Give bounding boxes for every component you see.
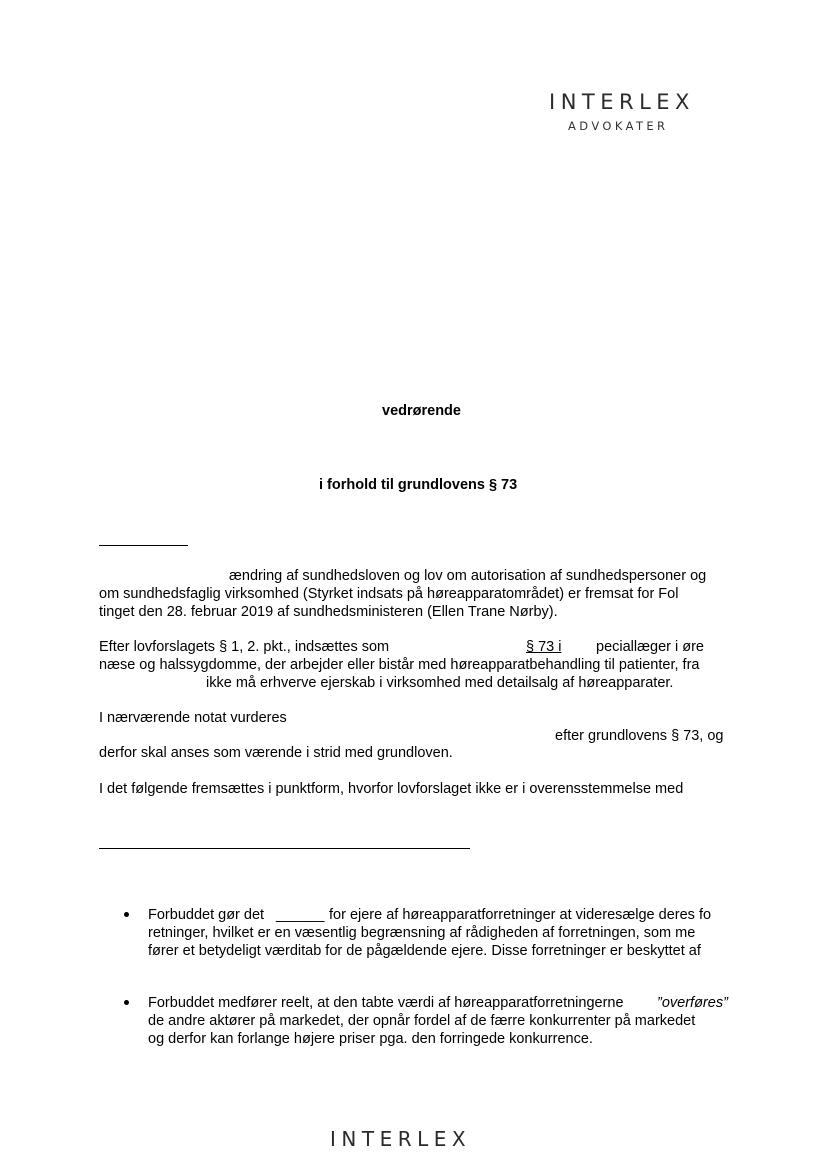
advokater-logo-subtitle: ADVOKATER <box>568 119 669 133</box>
intro-p2-line3: ikke må erhverve ejerskab i virksomhed med detailsalg af høreapparater. <box>206 675 674 691</box>
bullet-1-line2: retninger, hvilket er en væsentlig begrænsning af rådigheden af forretningen, som me <box>148 925 696 941</box>
title-grundlov: i forhold til grundlovens § 73 <box>319 477 518 493</box>
section-rule-long <box>99 848 470 849</box>
section-rule-short <box>99 545 188 546</box>
bullet-1-line3: fører et betydeligt værditab for de pågældende ejere. Disse forretninger er beskyttet af <box>148 943 701 959</box>
intro-p3-line2: efter grundlovens § 73, og <box>555 728 724 744</box>
intro-p4: I det følgende fremsættes i punktform, hvorfor lovforslaget ikke er i overensstemmelse med <box>99 781 684 797</box>
interlex-logo: INTERLEX <box>549 90 695 114</box>
bullet-1-blank: ______ <box>276 907 325 923</box>
intro-p3-line1: I nærværende notat vurderes <box>99 710 287 726</box>
intro-p2-line2: næse og halssygdomme, der arbejder eller bistår med høreapparatbehandling til patienter, fra <box>99 657 700 673</box>
bullet-2-line2: de andre aktører på markedet, der opnår fordel af de færre konkurrenter på markedet <box>148 1013 696 1029</box>
title-vedroerende: vedrørende <box>382 403 461 419</box>
intro-p1-line2: om sundhedsfaglig virksomhed (Styrket indsats på høreapparatområdet) er fremsat for Fol <box>99 586 679 602</box>
intro-p2-line1b: peciallæger i øre <box>596 639 704 655</box>
intro-p1-line3: tinget den 28. februar 2019 af sundhedsministeren (Ellen Trane Nørby). <box>99 604 558 620</box>
intro-p3-line3: derfor skal anses som værende i strid med grundloven. <box>99 745 453 761</box>
bullet-1-line1b: for ejere af høreapparatforretninger at videresælge deres fo <box>329 907 712 923</box>
intro-p1-line1: ændring af sundhedsloven og lov om autorisation af sundhedspersoner og <box>229 568 707 584</box>
bullet-2-line3: og derfor kan forlange højere priser pga. den forringede konkurrence. <box>148 1031 593 1047</box>
intro-p2-line1a: Efter lovforslagets § 1, 2. pkt., indsættes som <box>99 639 390 655</box>
bullet-2-overfoeres: ”overføres” <box>657 995 728 1011</box>
bullet-2-line1a: Forbuddet medfører reelt, at den tabte værdi af høreapparatforretningerne <box>148 995 624 1011</box>
bullet-1-line1a: Forbuddet gør det <box>148 907 265 923</box>
footer-interlex-logo: INTERLEX <box>330 1127 472 1151</box>
paragraph-73-link[interactable]: § 73 i <box>526 639 562 655</box>
bullet-dot <box>124 1000 129 1005</box>
bullet-dot <box>124 912 129 917</box>
